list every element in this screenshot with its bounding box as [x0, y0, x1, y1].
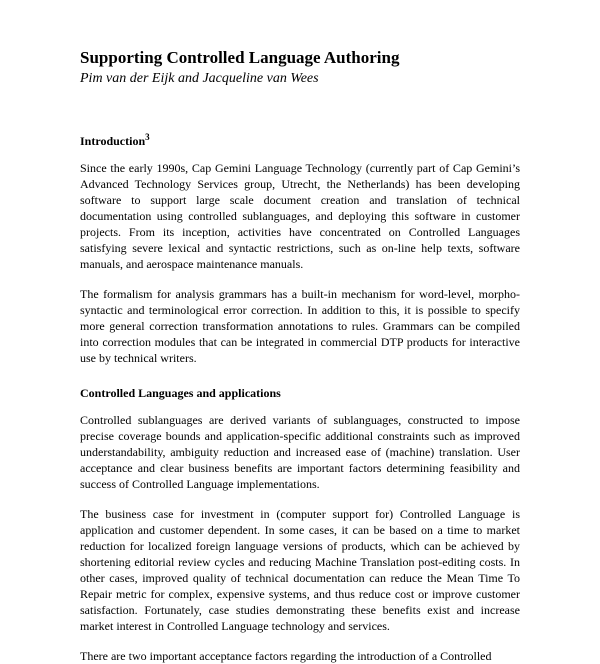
- footnote-marker: 3: [145, 132, 150, 143]
- section-heading-text: Controlled Languages and applications: [80, 386, 281, 401]
- section-heading-text: Introduction: [80, 134, 146, 149]
- paragraph: There are two important acceptance factors regarding the introduction of a Controlled: [80, 649, 492, 664]
- paragraph: The formalism for analysis grammars has a built-in mechanism for word-level, morpho-syntactic and terminological error correction. In addition to this, it is possible to specify more general correction transformation annotations to rules. Grammars can be compiled into correction modules that can be integrated in commercial DTP products for interactive use by technical writers.: [80, 287, 520, 366]
- page-title: Supporting Controlled Language Authoring: [80, 48, 400, 67]
- section-heading-introduction: [80, 134, 520, 149]
- section-heading-controlled-languages: [80, 386, 520, 401]
- paragraph: Since the early 1990s, Cap Gemini Language Technology (currently part of Cap Gemini’s Advanced Technology Services group, Utrecht, the Netherlands) has been developing software to support large scale document creation and translation of technical documentation using controlled sublanguages, and deploying this software in customer projects. From its inception, activities have concentrated on Controlled Languages satisfying severe lexical and syntactic restrictions, such as on-line help texts, software manuals, and aerospace maintenance manuals.: [80, 161, 520, 272]
- paragraph: Controlled sublanguages are derived variants of sublanguages, constructed to impose precise coverage bounds and application-specific additional constraints such as improved understandability, ambiguity reduction and increased ease of (machine) translation. User acceptance and clear business benefits are important factors determining feasibility and success of Controlled Language implementations.: [80, 413, 520, 492]
- paragraph: The business case for investment in (computer support for) Controlled Language is application and customer dependent. In some cases, it can be based on a time to market reduction for localized foreign language versions of products, which can be achieved by shortening editorial review cycles and reducing Machine Translation post-editing costs. In other cases, improved quality of technical documentation can reduce the Mean Time To Repair metric for complex, expensive systems, and thus reduce cost or improve customer satisfaction. Fortunately, case studies demonstrating these benefits exist and increase market interest in Controlled Language technology and services.: [80, 507, 520, 634]
- authors-line: Pim van der Eijk and Jacqueline van Wees: [80, 71, 319, 87]
